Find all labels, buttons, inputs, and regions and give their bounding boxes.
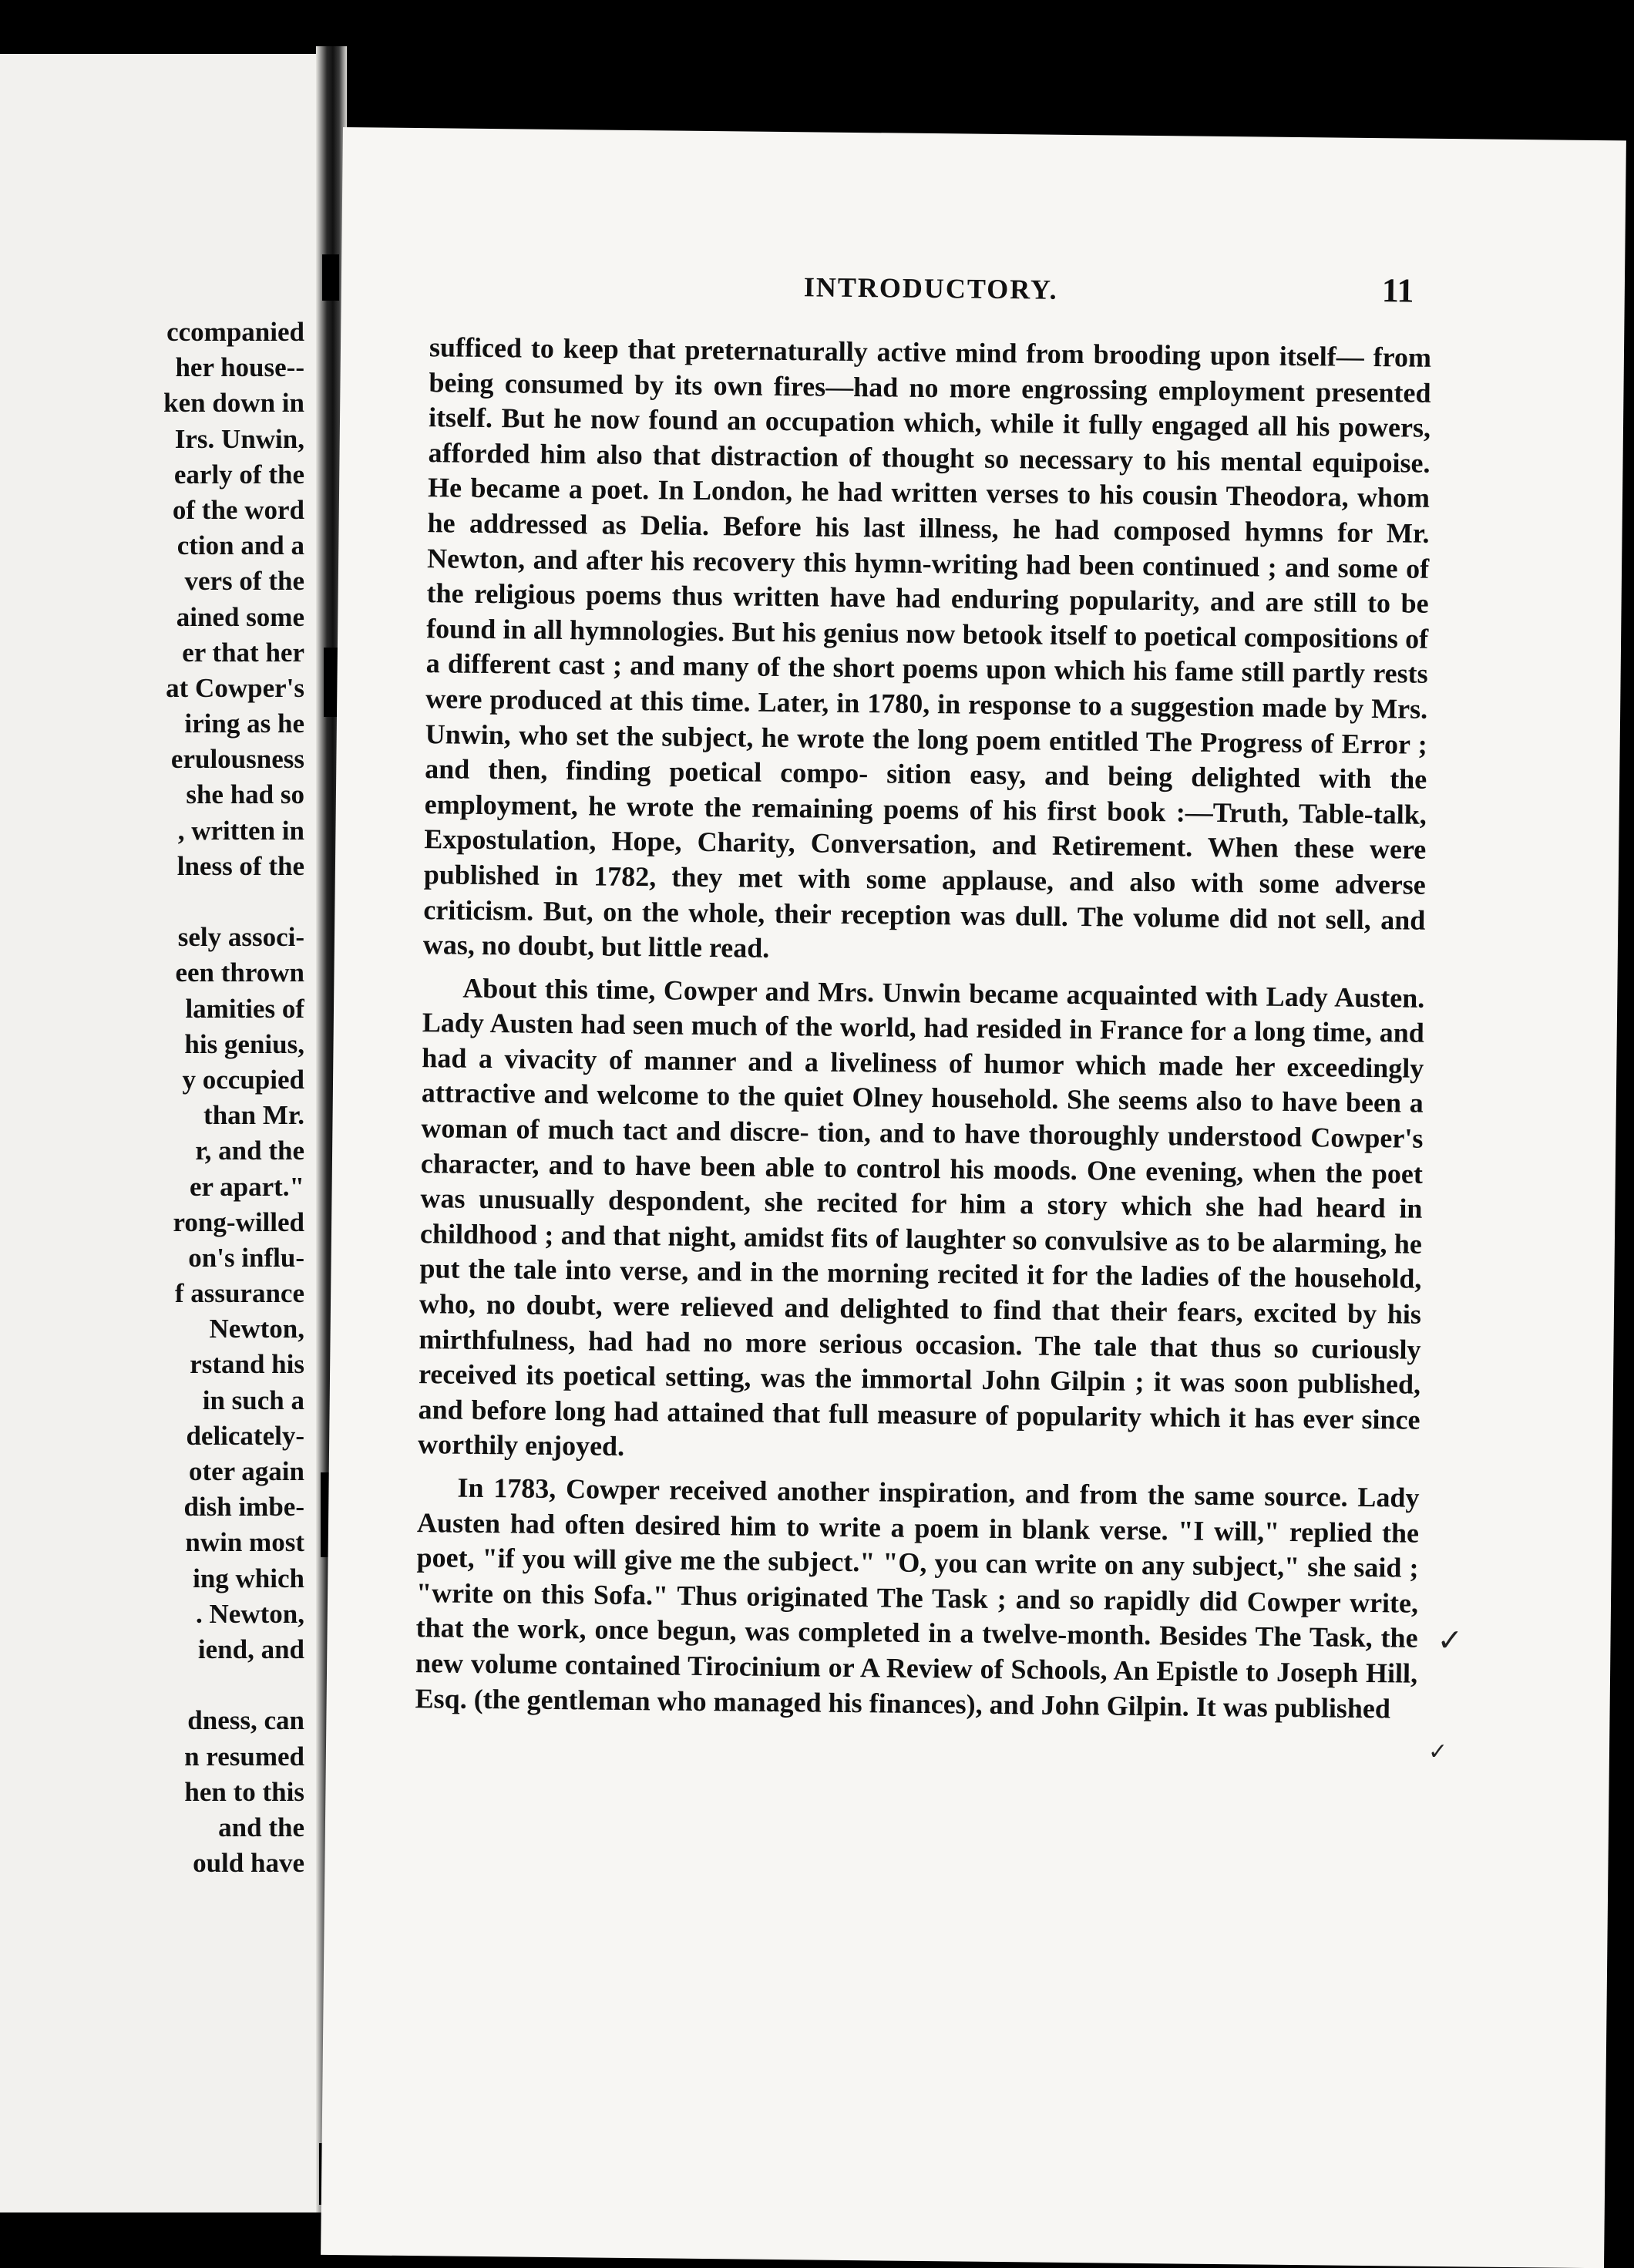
page-number: 11 [1381, 271, 1414, 310]
left-page-line: rong-willed [173, 1206, 304, 1237]
left-page-line: , written in [177, 815, 304, 846]
left-page-line: erulousness [170, 744, 304, 775]
left-page-line: of the word [172, 494, 304, 525]
page-header [341, 266, 1528, 325]
left-page-line: Irs. Unwin, [174, 423, 304, 454]
paragraph: About this time, Cowper and Mrs. Unwin became acquainted with Lady Austen. Lady Austen had seen much of the world, had resided in France for a long time, and had a vivacity of manner and a liveliness of humor which made her exceedingly attractive and welcome to the quiet Olney household. She seems also to have been a woman of much tact and discre- tion, and to have thoroughly understood Cowper's character, and to have been able to control his moods. One evening, when the poet was unusually despondent, she recited for him a story which she had heard in childhood ; and that night, amidst fits of laughter so convulsive as to be alarming, he put the tale into verse, and in the morning recited it for the ladies of the household, who, no doubt, were relieved and delighted to find that their fears, excited by his mirthfulness, had had no more serious occasion. The tale that thus so curiously received its poetical setting, was the immortal John Gilpin ; it was soon published, and before long had attained that full measure of popularity which it has ever since worthily enjoyed. [417, 972, 1425, 1462]
left-page-line: dish imbe- [183, 1492, 304, 1523]
left-page-line: ould have [193, 1848, 304, 1879]
left-page-line: er that her [182, 637, 304, 668]
check-mark-icon: ✓ [1437, 1622, 1464, 1659]
left-page-line: ained some [176, 601, 304, 632]
left-page-line: Newton, [209, 1314, 304, 1344]
left-page-line: than Mr. [203, 1100, 304, 1131]
left-page-line: she had so [186, 779, 304, 810]
running-head: INTRODUCTORY. [803, 271, 1058, 305]
left-page-line: lness of the [177, 850, 304, 881]
right-page [321, 127, 1626, 2268]
left-page-line: f assurance [174, 1278, 304, 1309]
left-page-line: and the [218, 1812, 304, 1842]
left-page-line: vers of the [184, 566, 304, 597]
left-page-line: delicately- [186, 1420, 304, 1451]
left-page-line: dness, can [187, 1705, 304, 1736]
left-page-line: n resumed [184, 1741, 304, 1772]
left-page [0, 54, 316, 2212]
left-page-line: hen to this [184, 1776, 304, 1807]
left-page-line: lamities of [185, 993, 304, 1024]
check-mark-icon: ✓ [1427, 1738, 1448, 1766]
left-page-line: . Newton, [196, 1598, 304, 1629]
left-page-line: at Cowper's [166, 672, 304, 703]
left-page-line: sely associ- [177, 922, 304, 953]
binding-tab [322, 254, 339, 301]
left-page-line: er apart." [189, 1171, 304, 1202]
left-page-line [0, 884, 304, 920]
left-page-line: in such a [202, 1385, 304, 1415]
left-page-line: iring as he [184, 708, 304, 739]
left-page-line: nwin most [185, 1527, 304, 1558]
left-page-line: iend, and [197, 1634, 304, 1664]
left-page-line: ccompanied [166, 317, 304, 347]
left-page-line: ction and a [177, 530, 304, 561]
left-page-text [0, 315, 304, 1881]
left-page-line: een thrown [175, 957, 304, 988]
page-body [415, 330, 1431, 1727]
paragraph: sufficed to keep that preternaturally active mind from brooding upon itself— from being consumed by its own fires—had no more engrossing employment presented itself. But he now found an occupation which, while it fully engaged all his powers, afforded him also that distraction of thought so necessary to his mental equipoise. He became a poet. In London, he had written verses to his cousin Theodora, whom he addressed as Delia. Before his last illness, he had composed hymns for Mr. Newton, and after his recovery this hymn-writing had been continued ; and some of the religious poems thus written have had enduring popularity, and are still to be found in all hymnologies. But his genius now betook itself to poetical compositions of a different cast ; and many of the short poems upon which his fame still partly rests were produced at this time. Later, in 1780, in response to a suggestion made by Mrs. Unwin, who set the subject, he wrote the long poem entitled The Progress of Error ; and then, finding poetical compo- sition easy, and being delighted with the employment, he wrote the remaining poems of his first book :—Truth, Table-talk, Expostulation, Hope, Charity, Conversation, and Retirement. When these were published in 1782, they met with some applause, and also with some adverse criticism. But, on the whole, their reception was dull. The volume did not sell, and was, no doubt, but little read. [422, 331, 1432, 964]
left-page-line: oter again [188, 1456, 304, 1486]
left-page-line: r, and the [195, 1136, 304, 1166]
left-page-line [0, 1667, 304, 1703]
left-page-line: ken down in [163, 388, 304, 419]
left-page-line: early of the [173, 459, 304, 490]
left-page-line: on's influ- [188, 1242, 304, 1273]
paragraph: In 1783, Cowper received another inspiration, and from the same source. Lady Austen had often desired him to write a poem in blank verse. "I will," replied the poet, "if you will give me the subject." "O, you can write on any subject," she said ; "write on this Sofa." Thus originated The Task ; and so rapidly did Cowper write, that the work, once begun, was completed in a twelve-month. Besides The Task, the new volume contained Tirocinium or A Review of Schools, An Epistle to Joseph Hill, Esq. (the gentleman who managed his finances), and John Gilpin. It was published [415, 1472, 1420, 1724]
left-page-line: ing which [193, 1563, 304, 1593]
left-page-line: rstand his [190, 1349, 304, 1380]
left-page-line: her house-- [175, 352, 304, 383]
left-page-line: y occupied [182, 1064, 304, 1095]
left-page-line: his genius, [184, 1028, 304, 1059]
